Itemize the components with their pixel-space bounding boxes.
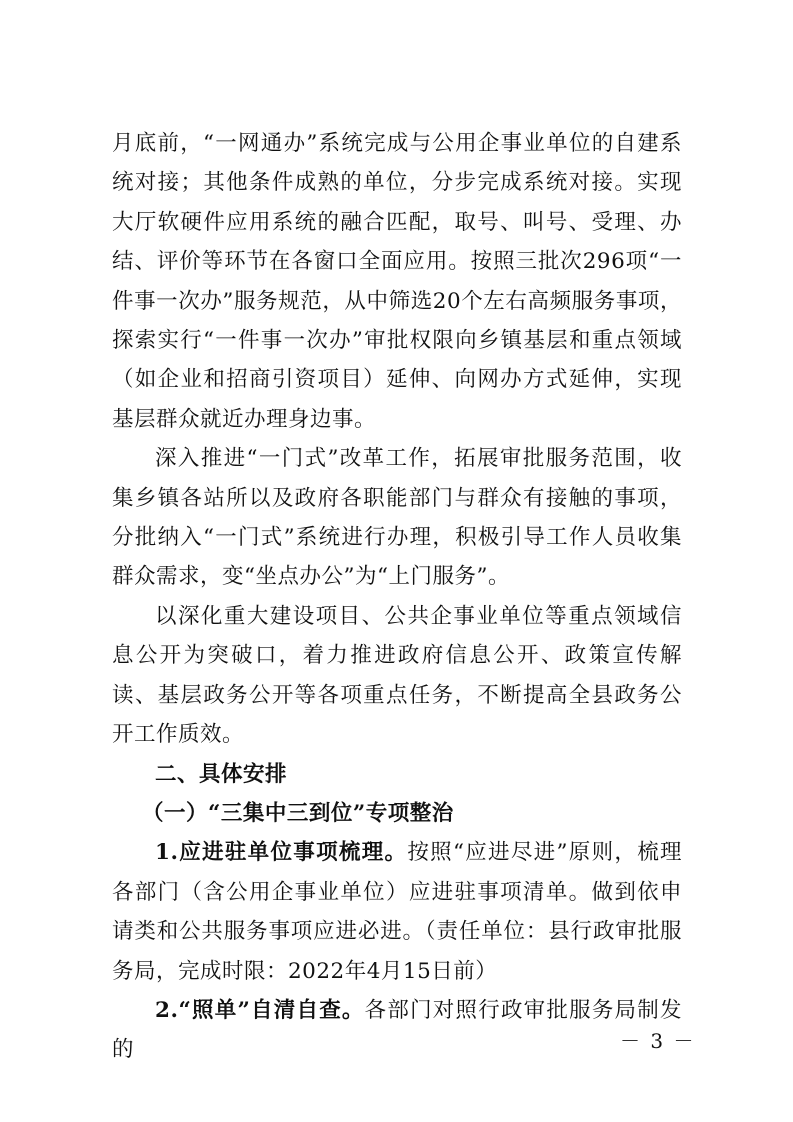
page-number: － 3 － xyxy=(620,1029,696,1053)
item-2 xyxy=(112,991,682,1070)
paragraph-continuation: 月底前，“一网通办”系统完成与公用企事业单位的自建系统对接；其他条件成熟的单位，分步完成系统对接。实现大厅软硬件应用系统的融合匹配，取号、叫号、受理、办结、评价等环节在各窗口全面应用。按照三批次296项“一件事一次办”服务规范，从中筛选20个左右高频服务事项，探索实行“一件事一次办”审批权限向乡镇基层和重点领域（如企业和招商引资项目）延伸、向网办方式延伸，实现基层群众就近办理身边事。 xyxy=(112,131,682,432)
subsection-heading: （一）“三集中三到位”专项整治 xyxy=(142,800,454,826)
item-1-title: 1.应进驻单位事项梳理。 xyxy=(155,840,408,866)
paragraph-information-disclosure: 以深化重大建设项目、公共企事业单位等重点领域信息公开为突破口，着力推进政府信息公开、政策宣传解读、基层政务公开等各项重点任务，不断提高全县政务公开工作质效。 xyxy=(112,603,682,748)
section-heading: 二、具体安排 xyxy=(155,761,288,787)
item-1 xyxy=(112,833,682,991)
paragraph-one-door-reform: 深入推进“一门式”改革工作，拓展审批服务范围，收集乡镇各站所以及政府各职能部门与群众有接触的事项，分批纳入“一门式”系统进行办理，积极引导工作人员收集群众需求，变“坐点办公”为“上门服务”。 xyxy=(112,446,682,590)
document-body xyxy=(112,124,682,1070)
item-2-text: 各部门对照行政审批服务局制发的 xyxy=(112,997,682,1063)
item-1-text: 按照“应进尽进”原则，梳理各部门（含公用企事业单位）应进驻事项清单。做到依申请类和公共服务事项应进必进。（责任单位：县行政审批服务局，完成时限：2022年4月15日前） xyxy=(112,840,682,984)
item-2-title: 2.“照单”自清自查。 xyxy=(155,997,365,1023)
